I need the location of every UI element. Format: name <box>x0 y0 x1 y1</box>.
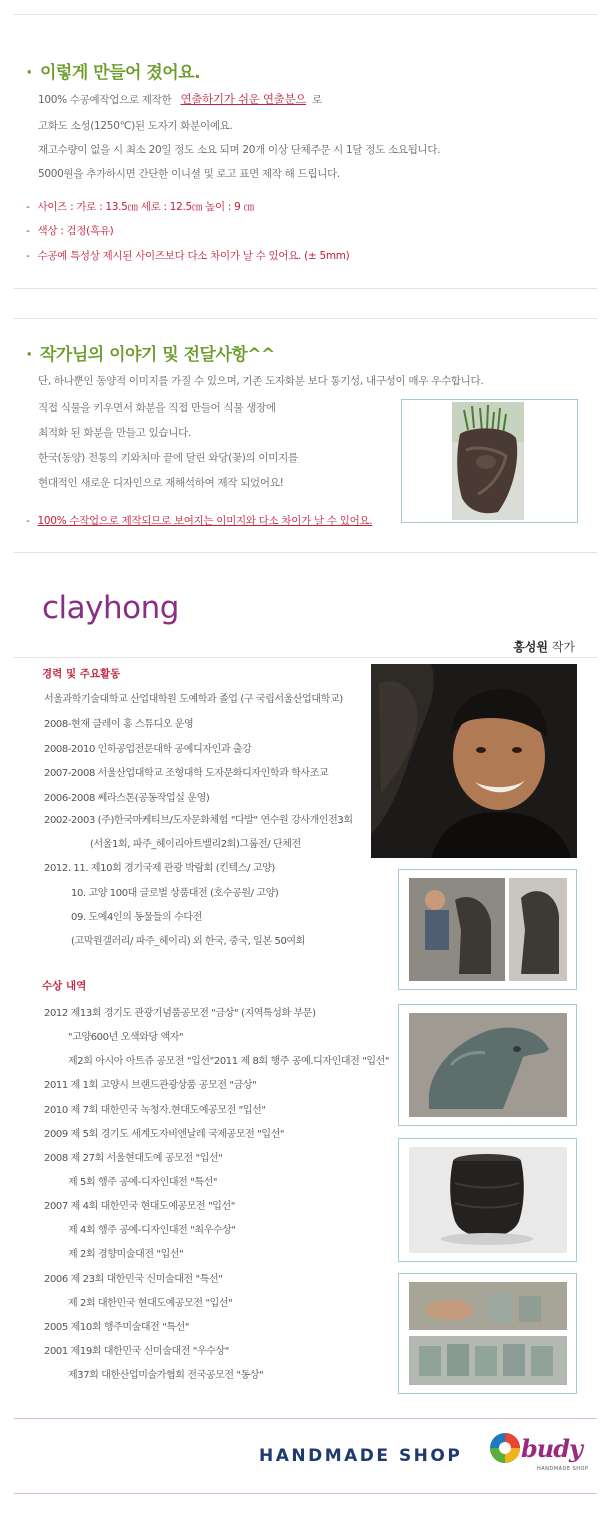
award-item: 제 5회 행주 공예-디자인대전 "특선" <box>68 1177 218 1188</box>
horse-sculpture-photo <box>399 1005 576 1125</box>
top-divider <box>14 14 597 15</box>
process-photo <box>399 1274 576 1393</box>
author-portrait <box>371 664 577 858</box>
career-item: 2012. 11. 제10회 경기국제 관광 박람회 (킨텍스/ 고양) <box>44 863 275 874</box>
budy-logo-subtext: HANDMADE SHOP <box>537 1466 589 1472</box>
section2-title: · 작가님의 이야기 및 전달사항^^ <box>26 345 275 365</box>
footer-divider-top <box>14 1418 597 1419</box>
studio-photo <box>399 870 576 989</box>
section1-line-3: 재고수량이 없을 시 최소 20일 정도 소요 되며 20개 이상 단체주문 시 1달 정도 소요됩니다. <box>38 144 441 156</box>
section1-line-4: 5000원을 추가하시면 간단한 이니셜 및 로고 표면 제작 해 드립니다. <box>38 168 340 180</box>
career-item: 2006-2008 쎄라스톤(공동작업실 운영) <box>44 793 210 804</box>
award-item: 2001 제19회 대한민국 신미술대전 "우수상" <box>44 1346 229 1357</box>
section2-line-2: 직접 식물을 키우면서 화분을 직접 만들어 식물 생장에 <box>38 402 276 414</box>
budy-logo <box>485 1428 597 1476</box>
clayhong-logo: clayhong <box>42 590 179 626</box>
award-item: 제 2회 경향미술대전 "입선" <box>68 1249 184 1260</box>
work-photo-frame-2 <box>398 1004 577 1126</box>
career-item: 2002-2003 (주)한국마케티브/도자문화체험 "다발" 연수원 강사개인전3회 <box>44 815 353 826</box>
handmade-notice: - 수공예 특성상 제시된 사이즈보다 다소 차이가 날 수 있어요. (± 5mm) <box>26 250 350 262</box>
award-item: 2007 제 4회 대한민국 현대도예공모전 "입선" <box>44 1201 236 1212</box>
budy-logo-mark <box>485 1428 525 1468</box>
section2-notice: - 100% 수작업으로 제작되므로 보여지는 이미지와 다소 차이가 날 수 있어요. <box>26 515 373 527</box>
award-item: 제 2회 대한민국 현대도예공모전 "입선" <box>68 1298 233 1309</box>
footer-divider-bottom <box>14 1493 597 1494</box>
award-item: 2010 제 7회 대한민국 녹청자.현대도예공모전 "입선" <box>44 1105 266 1116</box>
section1-divider <box>14 288 597 289</box>
award-item: 2012 제13회 경기도 관광기념품공모전 "금상" (지역특성화 부문) <box>44 1008 316 1019</box>
size-spec: - 사이즈 : 가로 : 13.5㎝ 세로 : 12.5㎝ 높이 : 9 ㎝ <box>26 201 254 213</box>
career-item: 2008-2010 인하공업전문대학 공예디자인과 출강 <box>44 744 252 755</box>
section2-line-5: 현대적인 새로운 디자인으로 재해석하여 제작 되었어요! <box>38 477 284 489</box>
section2-line-4: 한국(동양) 전통의 기와처마 끝에 달린 와당(꽃)의 이미지를 <box>38 452 298 464</box>
award-item: 2006 제 23회 대한민국 신미술대전 "특선" <box>44 1274 223 1285</box>
product-photo <box>402 400 577 522</box>
section2-top-divider <box>14 318 597 319</box>
award-item: "고양600년 오색와당 액자" <box>68 1032 184 1043</box>
career-item: 09. 도예4인의 동물들의 수다전 <box>71 912 202 923</box>
section2-divider <box>14 552 597 553</box>
author-name: 홍성원 작가 <box>513 640 575 654</box>
section2-line-1: 단, 하나뿐인 동양적 이미지를 가질 수 있으며, 기존 도자화분 보다 통기성, 내구성이 매우 우수합니다. <box>38 375 484 387</box>
product-photo-frame <box>401 399 578 523</box>
budy-logo-text: budy <box>521 1434 582 1463</box>
color-spec: - 색상 : 검정(흑유) <box>26 225 114 237</box>
work-photo-frame-3 <box>398 1138 577 1262</box>
section2-line-3: 최적화 된 화분을 만들고 있습니다. <box>38 427 191 439</box>
award-item: 2005 제10회 행주미술대전 "특선" <box>44 1322 190 1333</box>
career-item: 10. 고양 100대 글로벌 상품대전 (호수공원/ 고양) <box>71 888 279 899</box>
award-item: 제37회 대한산업미술가협회 전국공모전 "동상" <box>68 1370 264 1381</box>
section1-title: · 이렇게 만들어 졌어요. <box>26 63 201 83</box>
award-item: 제 4회 행주 공예-디자인대전 "최우수상" <box>68 1225 236 1236</box>
career-item: (고막원갤러리/ 파주_헤이리) 외 한국, 중국, 일본 50여회 <box>71 936 305 947</box>
award-title: 수상 내역 <box>42 980 87 992</box>
section1-line-1: 100% 수공예작업으로 제작한 연출하기가 쉬운 연출분으 로 <box>38 92 322 106</box>
career-title: 경력 및 주요활동 <box>42 668 121 680</box>
award-item: 2008 제 27회 서울현대도예 공모전 "입선" <box>44 1153 223 1164</box>
pot-photo <box>399 1139 576 1261</box>
highlight-text: 연출하기가 쉬운 연출분으 <box>180 92 307 106</box>
career-item: (서울1회, 파주_헤이리아트밸리2회)그룹전/ 단체전 <box>90 839 301 850</box>
career-item: 2007-2008 서울산업대학교 조형대학 도자문화디자인학과 학사조교 <box>44 768 329 779</box>
career-item: 2008-현재 클레이 홍 스튜디오 운영 <box>44 719 194 730</box>
work-photo-frame-4 <box>398 1273 577 1394</box>
award-item: 제2회 아시아 아트쥬 공모전 "입선"2011 제 8회 행주 공예.디자인대전 "입선" <box>68 1056 390 1067</box>
section1-line-2: 고화도 소성(1250℃)된 도자기 화분이예요. <box>38 120 233 132</box>
work-photo-frame-1 <box>398 869 577 990</box>
profile-divider <box>14 657 597 658</box>
handmade-shop-brand: HANDMADE SHOP <box>259 1446 463 1466</box>
award-item: 2009 제 5회 경기도 세계도자비엔날레 국제공모전 "입선" <box>44 1129 285 1140</box>
career-item: 서울과학기술대학교 산업대학원 도예학과 졸업 (구 국립서울산업대학교) <box>44 694 343 705</box>
award-item: 2011 제 1회 고양시 브랜드관광상품 공모전 "금상" <box>44 1080 257 1091</box>
